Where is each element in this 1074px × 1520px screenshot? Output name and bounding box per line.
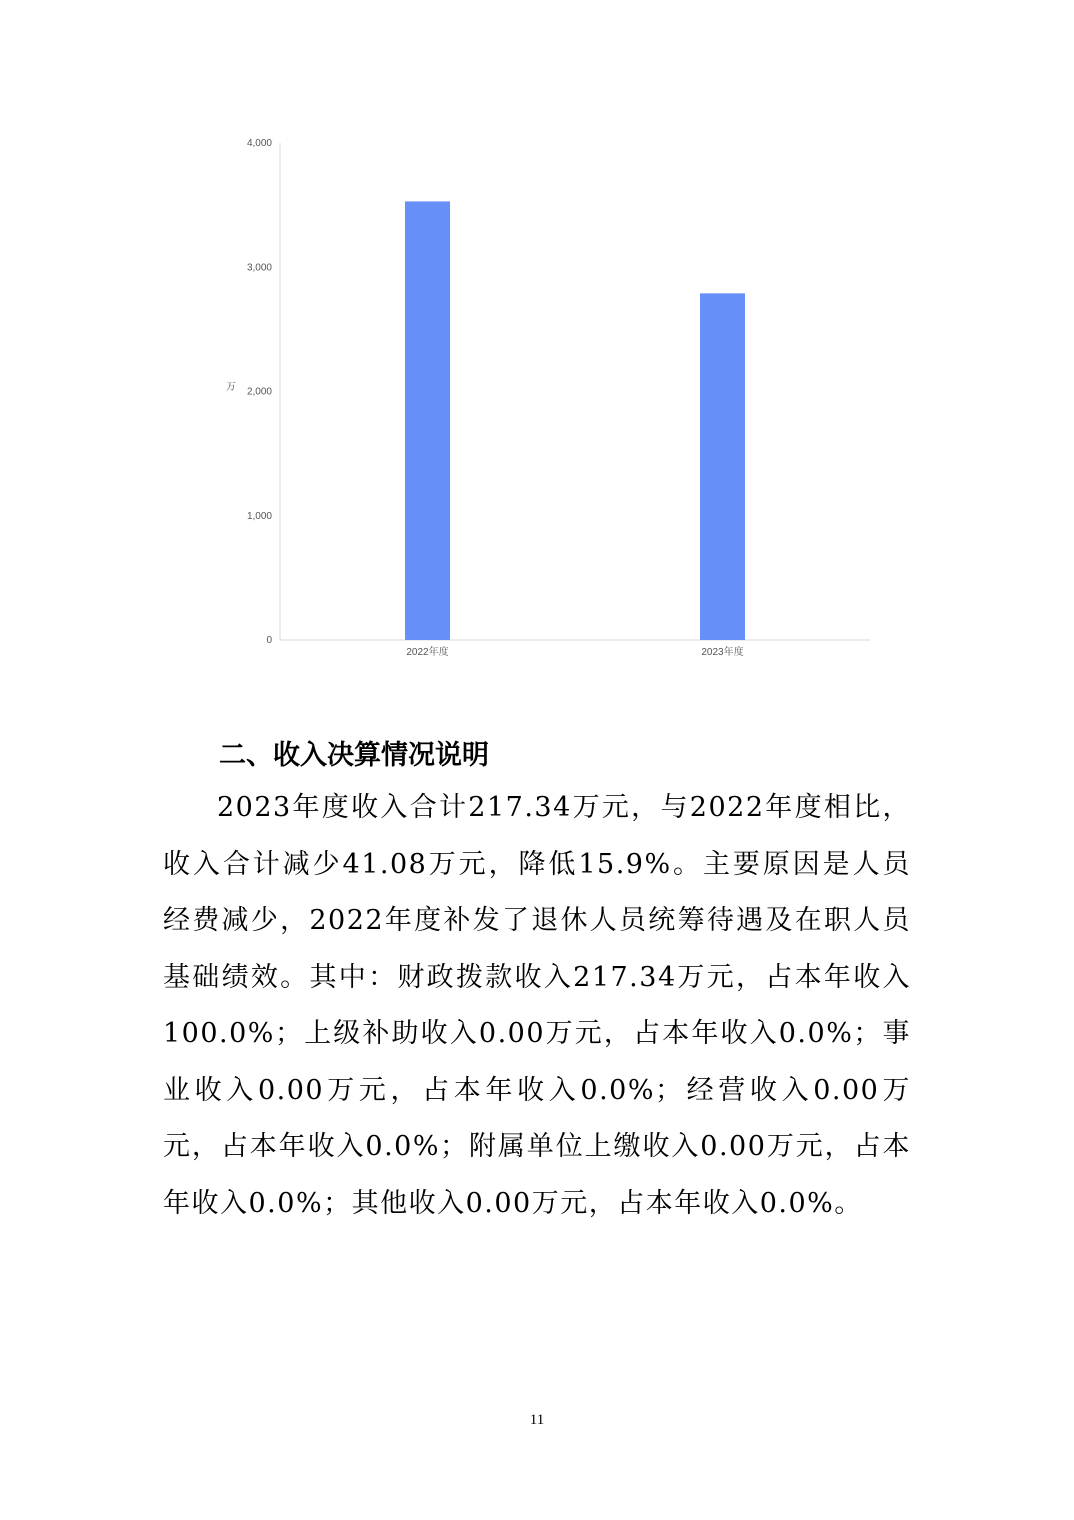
x-tick-labels [406, 645, 743, 658]
income-bar-chart [0, 0, 1074, 700]
bar-1 [405, 201, 450, 640]
page-number: 11 [529, 1412, 545, 1428]
y-axis-label: 万 [226, 382, 236, 393]
y-tick-label: 1,000 [246, 510, 272, 522]
income-description-paragraph: 2023年度收入合计217.34万元，与2022年度相比，收入合计减少41.08万元，降低15.9%。主要原因是人员经费减少，2022年度补发了退休人员统筹待遇及在职人员基础绩效。其中：财政拨款收入217.34万元，占本年收入100.0%；上级补助收入0.00万元，占本年收入0.0%；事业收入0.00万元，占本年收入0.0%；经营收入0.00万元，占本年收入0.0%；附属单位上缴收入0.00万元，占本年收入0.0%；其他收入0.00万元，占本年收入0.0%。 [163, 792, 911, 1219]
y-tick-labels [247, 138, 272, 646]
bar-2 [700, 293, 745, 640]
x-tick-label: 2023年度 [701, 647, 744, 658]
y-tick-label: 0 [266, 635, 272, 646]
section-heading: 二、收入决算情况说明 [219, 740, 489, 771]
y-tick-label: 4,000 [246, 138, 272, 149]
x-tick-label: 2022年度 [406, 647, 449, 658]
y-tick-label: 2,000 [246, 386, 272, 398]
y-tick-label: 3,000 [246, 262, 272, 274]
bars [405, 201, 745, 640]
